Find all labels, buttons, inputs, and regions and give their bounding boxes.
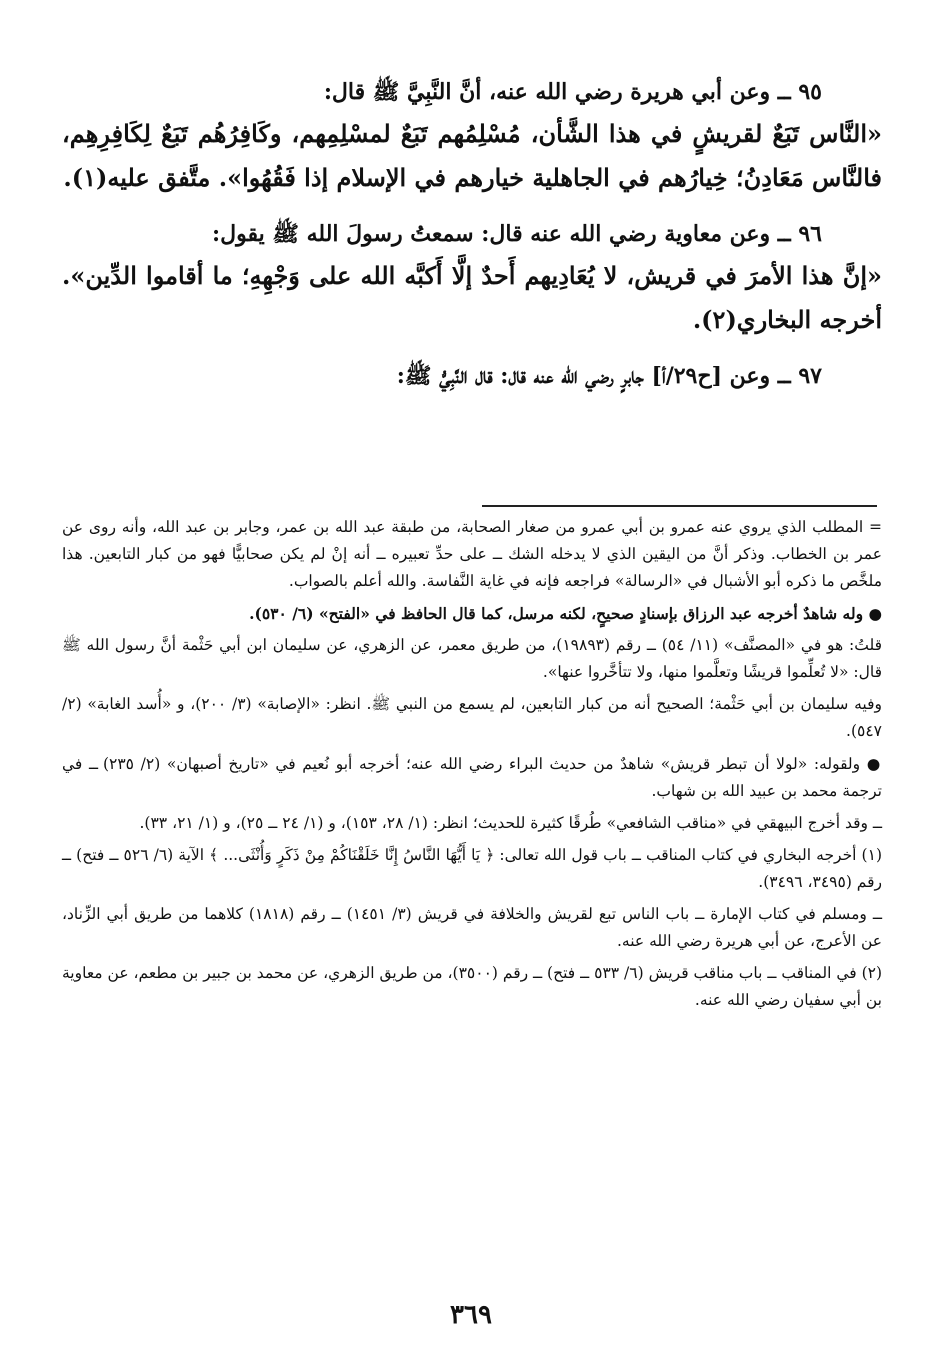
hadith-97-heading: ٩٧ ــ وعن [ح٢٩/أ] جابرٍ رضي الله عنه قال: قال النَّبِيُّ ﷺ: <box>396 363 822 389</box>
bullet-icon: ● <box>868 604 882 623</box>
page-number: ٣٦٩ <box>450 1300 492 1330</box>
hadith-96-body: «إنَّ هذا الأمرَ في قريش، لا يُعَادِيهم أَحدٌ إلَّا أَكبَّه الله على وَجْهِهِ؛ ما أقاموا الدِّين». <box>62 261 882 290</box>
footnote-bullet-2-text: ولقوله: «لولا أن تبطر قريش» شاهدٌ من حديث البراء رضي الله عنه؛ أخرجه أبو نُعيم في «تاريخ أصبهان» (٢/ ٢٣٥) ــ في ترجمة محمد بن عبيد الله بن شهاب. <box>62 755 882 800</box>
bullet-icon: ● <box>866 754 883 773</box>
hadith-96-text <box>62 254 882 342</box>
hadith-95-source: متَّفق عليه(١). <box>63 163 211 192</box>
footnote-bullet-1-text: وله شاهدٌ أخرجه عبد الرزاق بإسنادٍ صحيحٍ، لكنه مرسل، كما قال الحافظ في «الفتح» (٦/ ٥٣٠). <box>249 604 864 623</box>
hadith-95-body: «النَّاس تَبَعٌ لقريشٍ في هذا الشَّأن، مُسْلِمُهم تَبَعٌ لمسْلِمِهم، وكَافِرُهُم تَبَعٌ لِكَافِرِهِم، فالنَّاس مَعَادِنُ؛ خِيارُهم في الجاهلية خيارهم في الإسلام إذا فَقُهُوا». <box>62 119 882 192</box>
footnote-sulayman: وفيه سليمان بن أبي حَثْمة؛ الصحيح أنه من كبار التابعين، لم يسمع من النبي ﷺ. انظر: «الإصابة» (٣/ ٢٠٠)، و «أُسد الغابة» (٢/ ٥٤٧). <box>62 695 882 740</box>
footnote-2: (٢) في المناقب ــ باب مناقب قريش (٦/ ٥٣٣ ــ فتح) ــ رقم (٣٥٠٠)، من طريق الزهري، عن محمد بن جبير بن مطعم، عن معاوية بن أبي سفيان رضي الله عنه. <box>62 964 883 1009</box>
footnote-qultu: قلتُ: هو في «المصنَّف» (١١/ ٥٤) ــ رقم (١٩٨٩٣)، من طريق معمر، عن الزهري، عن سليمان ابن أبي حَثْمة أنَّ رسول الله ﷺ قال: «لا تُعلِّموا قريشًا وتعلَّموا منها، ولا تتأخَّروا عنها». <box>62 636 882 681</box>
main-text <box>62 66 882 396</box>
footnote-continuation: = المطلب الذي يروي عنه عمرو بن أبي عمرو من صغار الصحابة، من طبقة عبد الله بن عمر، وجابر بن عبد الله، وأنه روى عن عمر بن الخطاب. وذكر أنَّ من اليقين الذي لا يدخله الشك ــ على حدِّ تعبيره ــ أنه إنْ لم يكن صحابيًّا فهو من كبار التابعين. هذا ملخَّص ما ذكره أبو الأشبال في «الرسالة» فراجعه فإنه في غاية النَّفاسة. والله أعلم بالصواب. <box>62 518 882 590</box>
footnote-separator <box>482 505 877 507</box>
hadith-96-heading: ٩٦ ــ وعن معاوية رضي الله عنه قال: سمعتُ رسولَ الله ﷺ يقول: <box>212 221 822 247</box>
footnote-1-muslim: ــ ومسلم في كتاب الإمارة ــ باب الناس تبع لقريش والخلافة في قريش (٣/ ١٤٥١) ــ رقم (١٨١٨) كلاهما من طريق أبي الزِّناد، عن الأعرج، عن أبي هريرة رضي الله عنه. <box>62 905 882 950</box>
hadith-95-text <box>62 112 882 200</box>
footnote-bayhaqi: ــ وقد أخرج البيهقي في «مناقب الشافعي» طُرقًا كثيرة للحديث؛ انظر: (١/ ٢٨، ١٥٣)، و (١/ ٢٤ ــ ٢٥)، و (١/ ٢١، ٣٣). <box>139 814 882 832</box>
hadith-95-heading: ٩٥ ــ وعن أبي هريرة رضي الله عنه، أنَّ النَّبِيَّ ﷺ قال: <box>323 79 822 105</box>
footnote-bullet-2 <box>62 750 882 805</box>
footnote-1: (١) أخرجه البخاري في كتاب المناقب ــ باب قول الله تعالى: ﴿ يَا أَيُّهَا النَّاسُ إِنَّا خَلَقْنَاكُمْ مِنْ ذَكَرٍ وَأُنْثَى... ﴾ الآية (٦/ ٥٢٦ ــ فتح) ــ رقم (٣٤٩٥، ٣٤٩٦). <box>62 846 882 891</box>
footnotes <box>62 514 882 1019</box>
hadith-96-source: أخرجه البخاري(٢). <box>692 305 882 334</box>
footnote-bullet-1 <box>62 600 882 627</box>
